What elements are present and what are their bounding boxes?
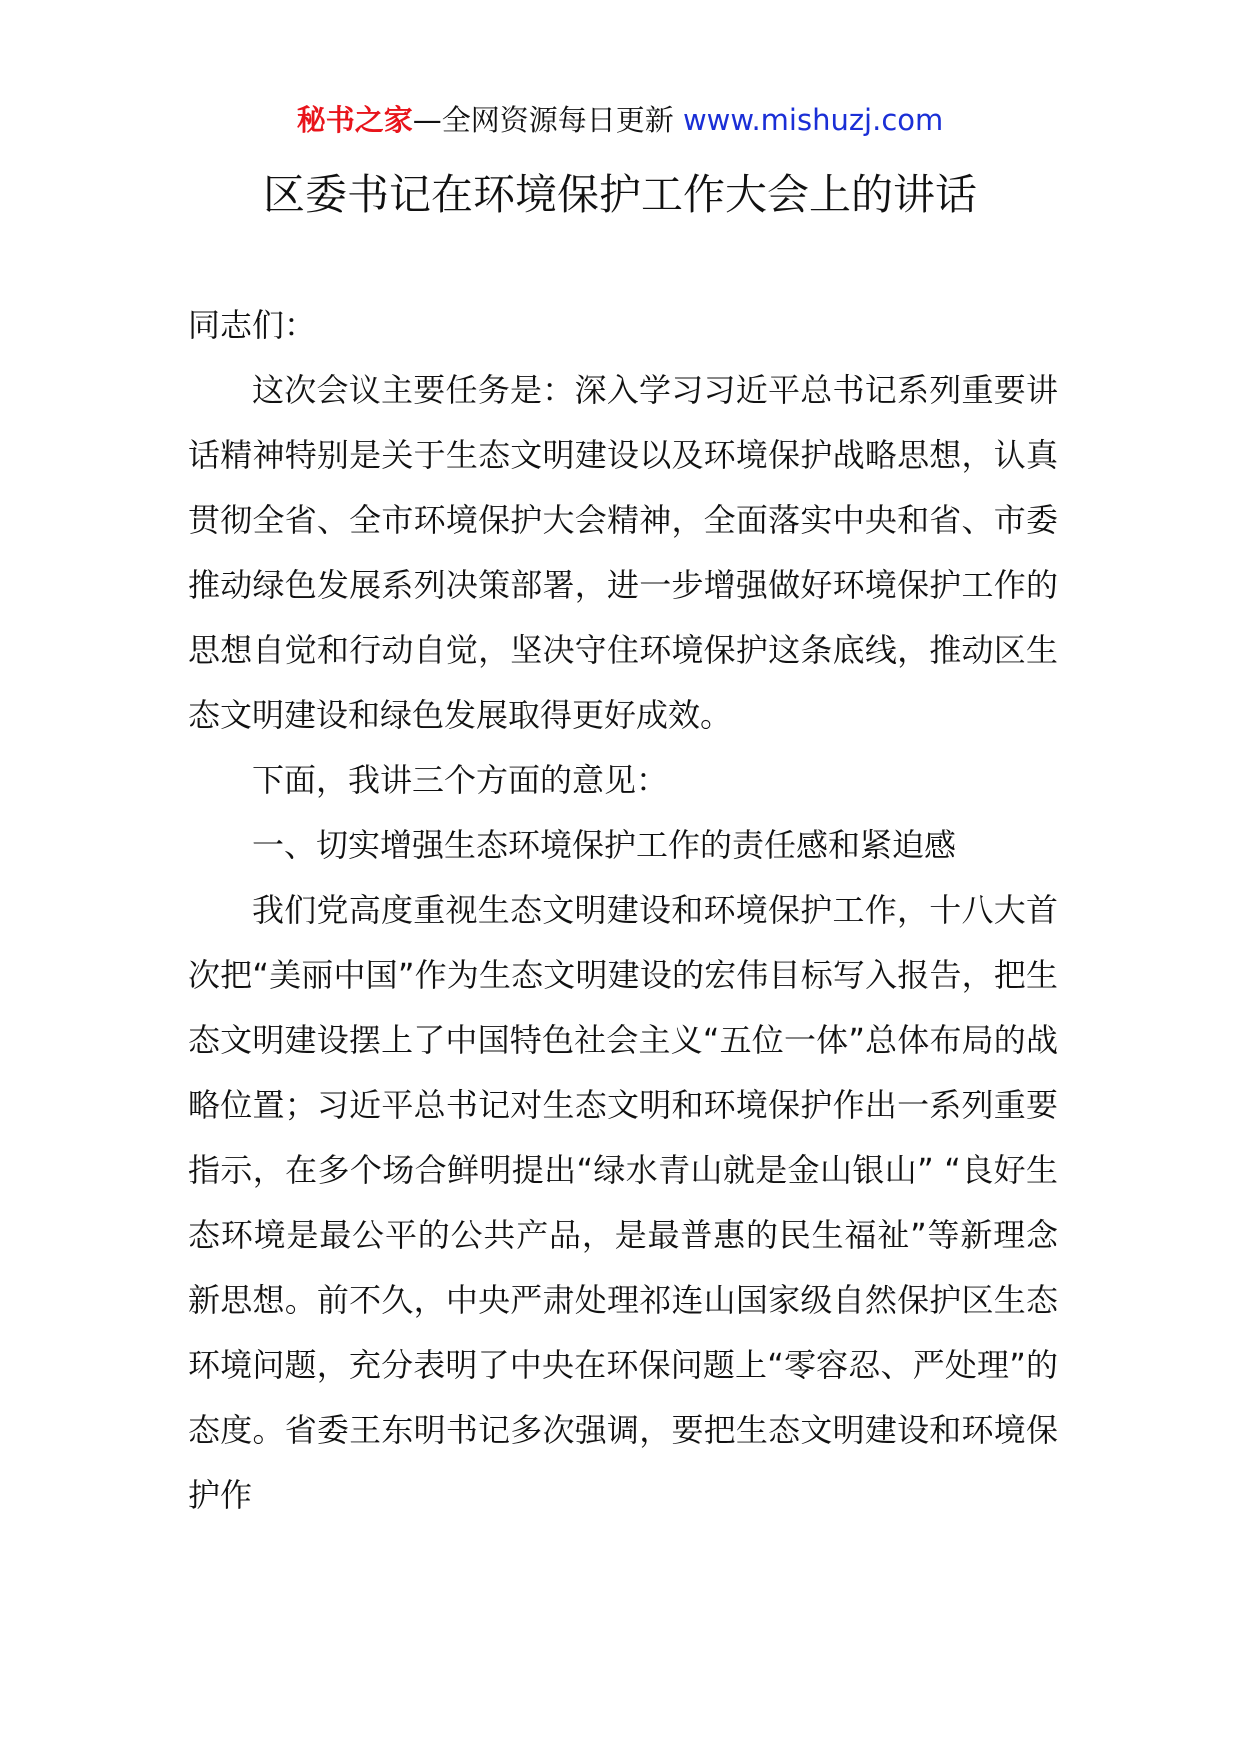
section-heading-1: 一、切实增强生态环境保护工作的责任感和紧迫感 bbox=[252, 826, 957, 864]
site-url-link[interactable]: www.mishuzj.com bbox=[682, 103, 944, 137]
salutation: 同志们： bbox=[188, 306, 317, 344]
site-header bbox=[0, 100, 1240, 140]
paragraph-outline: 下面，我讲三个方面的意见： bbox=[252, 761, 669, 799]
brand-name: 秘书之家 bbox=[296, 103, 413, 137]
document-title: 区委书记在环境保护工作大会上的讲话 bbox=[262, 170, 977, 219]
document-body bbox=[188, 293, 1058, 1528]
header-tagline: —全网资源每日更新 bbox=[412, 103, 683, 137]
paragraph-section-1: 我们党高度重视生态文明建设和环境保护工作，十八大首次把“美丽中国”作为生态文明建设的宏伟目标写入报告，把生态文明建设摆上了中国特色社会主义“五位一体”总体布局的战略位置；习近平总书记对生态文明和环境保护作出一系列重要指示，在多个场合鲜明提出“绿水青山就是金山银山” “良好生态环境是最公平的公共产品，是最普惠的民生福祉”等新理念新思想。前不久，中央严肃处理祁连山国家级自然保护区生态环境问题，充分表明了中央在环保问题上“零容忍、严处理”的态度。省委王东明书记多次强调，要把生态文明建设和环境保护作 bbox=[188, 891, 1058, 1514]
paragraph-intro: 这次会议主要任务是：深入学习习近平总书记系列重要讲话精神特别是关于生态文明建设以及环境保护战略思想，认真贯彻全省、全市环境保护大会精神，全面落实中央和省、市委推动绿色发展系列决策部署，进一步增强做好环境保护工作的思想自觉和行动自觉，坚决守住环境保护这条底线，推动区生态文明建设和绿色发展取得更好成效。 bbox=[188, 371, 1058, 734]
